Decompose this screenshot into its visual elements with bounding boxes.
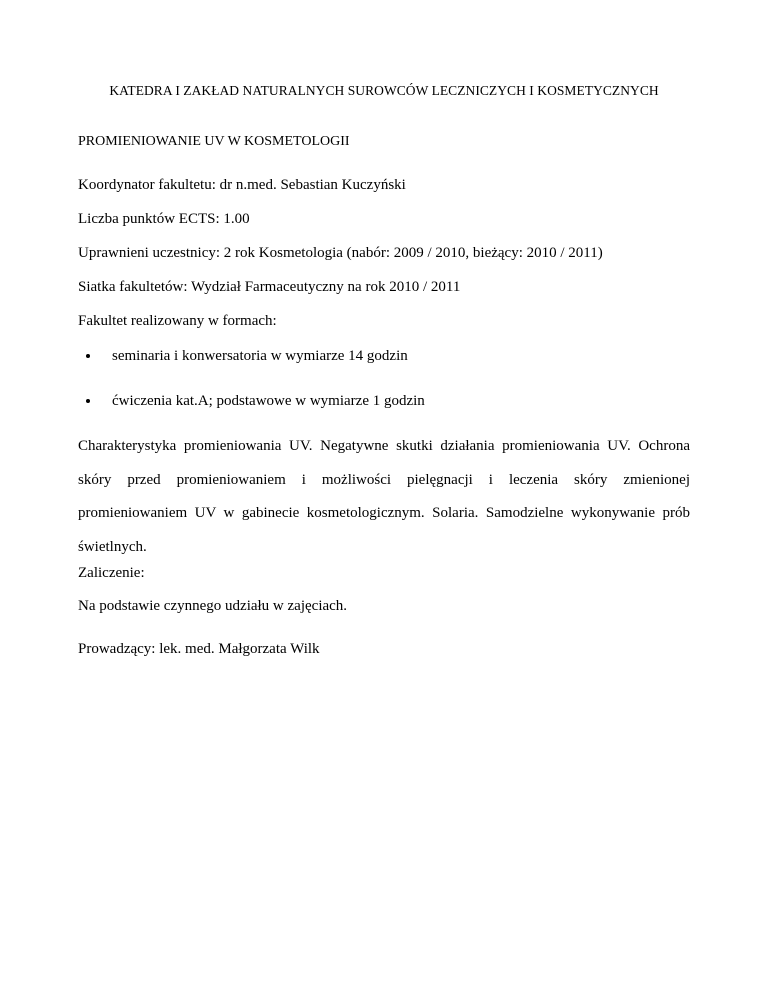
participants-line: Uprawnieni uczestnicy: 2 rok Kosmetologia (nabór: 2009 / 2010, bieżący: 2010 / 2011)	[78, 245, 603, 261]
course-description: Charakterystyka promieniowania UV. Negatywne skutki działania promieniowania UV. Ochrona skóry przed promieniowaniem i możliwości pielęgnacji i leczenia skóry zmienionej promieniowaniem UV w gabinecie kosmetologicznym. Solaria. Samodzielne wykonywanie prób świetlnych.	[78, 438, 690, 555]
bullet-icon	[86, 354, 90, 358]
faculty-grid-line: Siatka fakultetów: Wydział Farmaceutyczny na rok 2010 / 2011	[78, 279, 461, 295]
list-item	[112, 392, 425, 410]
list-item-text: ćwiczenia kat.A; podstawowe w wymiarze 1 godzin	[112, 393, 425, 409]
list-item	[112, 347, 408, 365]
instructor-line: Prowadzący: lek. med. Małgorzata Wilk	[78, 641, 320, 657]
list-item-text: seminaria i konwersatoria w wymiarze 14 godzin	[112, 348, 408, 364]
department-header: KATEDRA I ZAKŁAD NATURALNYCH SUROWCÓW LECZNICZYCH I KOSMETYCZNYCH	[109, 83, 659, 98]
credit-label: Zaliczenie:	[78, 565, 145, 581]
bullet-icon	[86, 399, 90, 403]
course-title: PROMIENIOWANIE UV W KOSMETOLOGII	[78, 134, 350, 149]
coordinator-line: Koordynator fakultetu: dr n.med. Sebastian Kuczyński	[78, 177, 406, 193]
ects-line: Liczba punktów ECTS: 1.00	[78, 211, 250, 227]
forms-intro: Fakultet realizowany w formach:	[78, 313, 277, 329]
credit-text: Na podstawie czynnego udziału w zajęciach.	[78, 598, 348, 614]
